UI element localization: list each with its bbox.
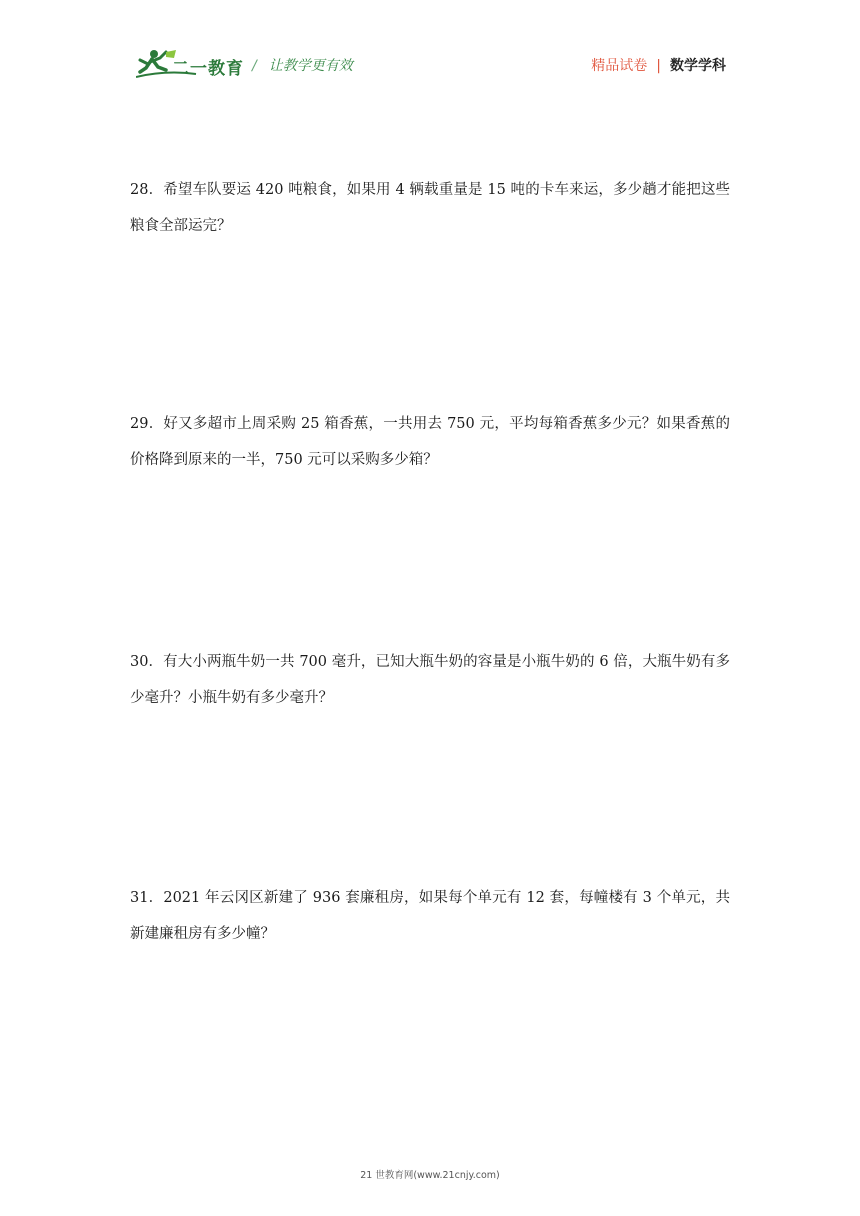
slogan-text: 让教学更有效	[268, 58, 353, 74]
slogan	[252, 55, 353, 75]
tag-divider: |	[656, 58, 661, 74]
question-30: 30．有大小两瓶牛奶一共 700 毫升，已知大瓶牛奶的容量是小瓶牛奶的 6 倍，大瓶牛奶有多少毫升？小瓶牛奶有多少毫升？	[130, 654, 730, 706]
tag-subject: 数学学科	[670, 58, 726, 74]
page-footer: 21 世教育网(www.21cnjy.com)	[360, 1170, 500, 1181]
tag-quality-paper: 精品试卷	[591, 58, 648, 74]
question-31: 31．2021 年云冈区新建了 936 套廉租房，如果每个单元有 12 套，每幢楼有 3 个单元，共新建廉租房有多少幢？	[130, 890, 730, 942]
question-28: 28．希望车队要运 420 吨粮食，如果用 4 辆载重量是 15 吨的卡车来运，多少趟才能把这些粮食全部运完？	[130, 182, 730, 234]
page-header	[0, 0, 860, 90]
question-29: 29．好又多超市上周采购 25 箱香蕉，一共用去 750 元，平均每箱香蕉多少元？如果香蕉的价格降到原来的一半，750 元可以采购多少箱？	[130, 416, 730, 468]
subject-tag	[591, 55, 726, 75]
logo-text: 二一教育	[172, 59, 244, 79]
slogan-divider: /	[252, 58, 257, 74]
